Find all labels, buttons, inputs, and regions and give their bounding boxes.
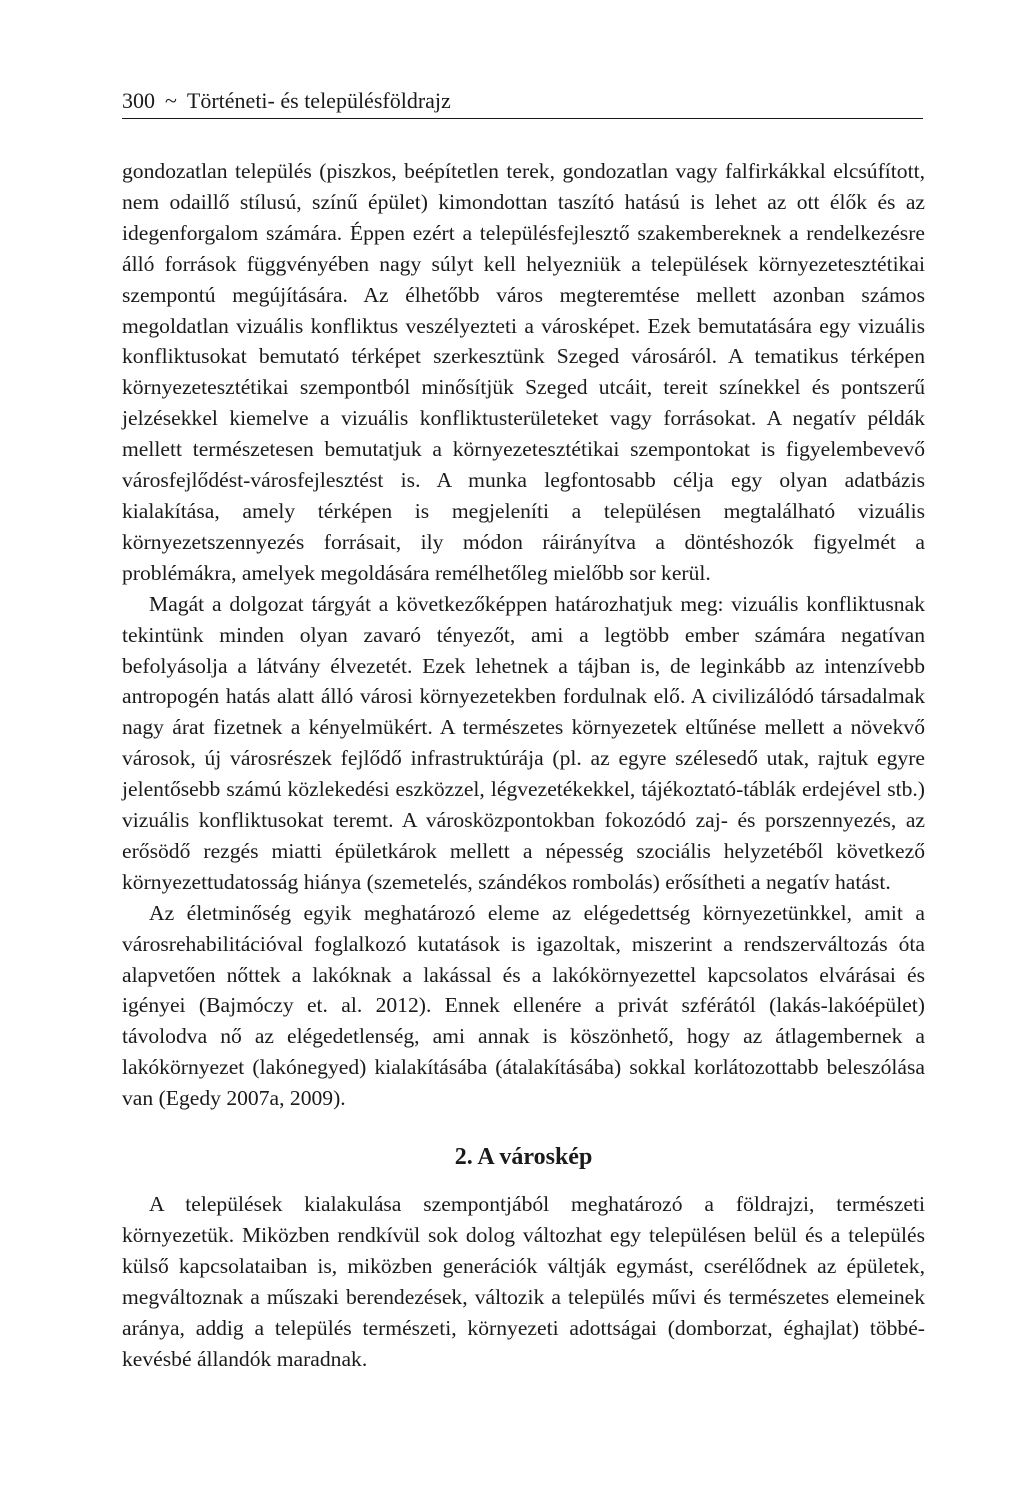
section-heading: 2. A városkép — [454, 1144, 593, 1171]
paragraph-1: gondozatlan település (piszkos, beépítetlen terek, gondozatlan vagy falfirkákkal elcsúfított, nem odaillő stílusú, színű épület) kimondottan taszító hatású is lehet az ott élők és az idegenforgalom számára. Éppen ezért a településfejlesztő szakembereknek a rendelkezésre álló források függvényében nagy súlyt kell helyezniük a települések környezetesztétikai szempontú megújítására. Az élhetőbb város megteremtése mellett azonban számos megoldatlan vizuális konfliktus veszélyezteti a városképet. Ezek bemutatására egy vizuális konfliktusokat bemutató térképet szerkesztünk Szeged városáról. A tematikus térképen környezetesztétikai szempontból minősítjük Szeged utcáit, tereit színekkel és pontszerű jelzésekkel kiemelve a vizuális konfliktusterületeket vagy forrásokat. A negatív példák mellett természetesen bemutatjuk a környezetesztétikai szempontokat is figyelembevevő városfejlődést-városfejlesztést is. A munka legfontosabb célja egy olyan adatbázis kialakítása, amely térképen is megjeleníti a településen megtalálható vizuális környezetszennyezés forrásait, ily módon ráirányítva a döntéshozók figyelmét a problémákra, amelyek megoldására remélhetőleg mielőbb sor kerül. — [122, 159, 925, 585]
paragraph-3: Az életminőség egyik meghatározó eleme az elégedettség környezetünkkel, amit a városrehabilitációval foglalkozó kutatások is igazoltak, miszerint a rendszerváltozás óta alapvetően nőttek a lakóknak a lakással és a lakókörnyezettel kapcsolatos elvárásai és igényei (Bajmóczy et. al. 2012). Ennek ellenére a privát szférától (lakás-lakóépület) távolodva nő az elégedetlenség, ami annak is köszönhető, hogy az átlagembernek a lakókörnyezet (lakónegyed) kialakításába (átalakításába) sokkal korlátozottabb beleszólása van (Egedy 2007a, 2009). — [122, 900, 925, 1111]
paragraph-2: Magát a dolgozat tárgyát a következőképpen határozhatjuk meg: vizuális konfliktusnak tekintünk minden olyan zavaró tényezőt, ami a legtöbb ember számára negatívan befolyásolja a látvány élvezetét. Ezek lehetnek a tájban is, de leginkább az intenzívebb antropogén hatás alatt álló városi környezetekben fordulnak elő. A civilizálódó társadalmak nagy árat fizetnek a kényelmükért. A természetes környezetek eltűnése mellett a növekvő városok, új városrészek fejlődő infrastruktúrája (pl. az egyre szélesedő utak, rajtuk egyre jelentősebb számú közlekedési eszközzel, légvezetékekkel, tájékoztató-táblák erdejével stb.) vizuális konfliktusokat teremt. A városközpontokban fokozódó zaj- és porszennyezés, az erősödő rezgés miatti épületkárok mellett a népesség szociális helyzetéből következő környezettudatosság hiánya (szemetelés, szándékos rombolás) erősítheti a negatív hatást. — [122, 591, 925, 894]
running-head-title: Történeti- és településföldrajz — [186, 88, 451, 113]
page-number: 300 — [122, 88, 155, 113]
body-text — [122, 156, 925, 1375]
running-head-separator: ~ — [165, 88, 177, 113]
section-paragraph: A települések kialakulása szempontjából meghatározó a földrajzi, természeti környezetük. Miközben rendkívül sok dolog változhat egy településen belül és a település külső kapcsolataiban is, miközben generációk váltják egymást, cserélődnek az épületek, megváltoznak a műszaki berendezések, változik a település művi és természetes elemeinek aránya, addig a település természeti, környezeti adottságai (domborzat, éghajlat) többé-kevésbé állandók maradnak. — [122, 1192, 925, 1371]
running-head — [122, 84, 923, 119]
